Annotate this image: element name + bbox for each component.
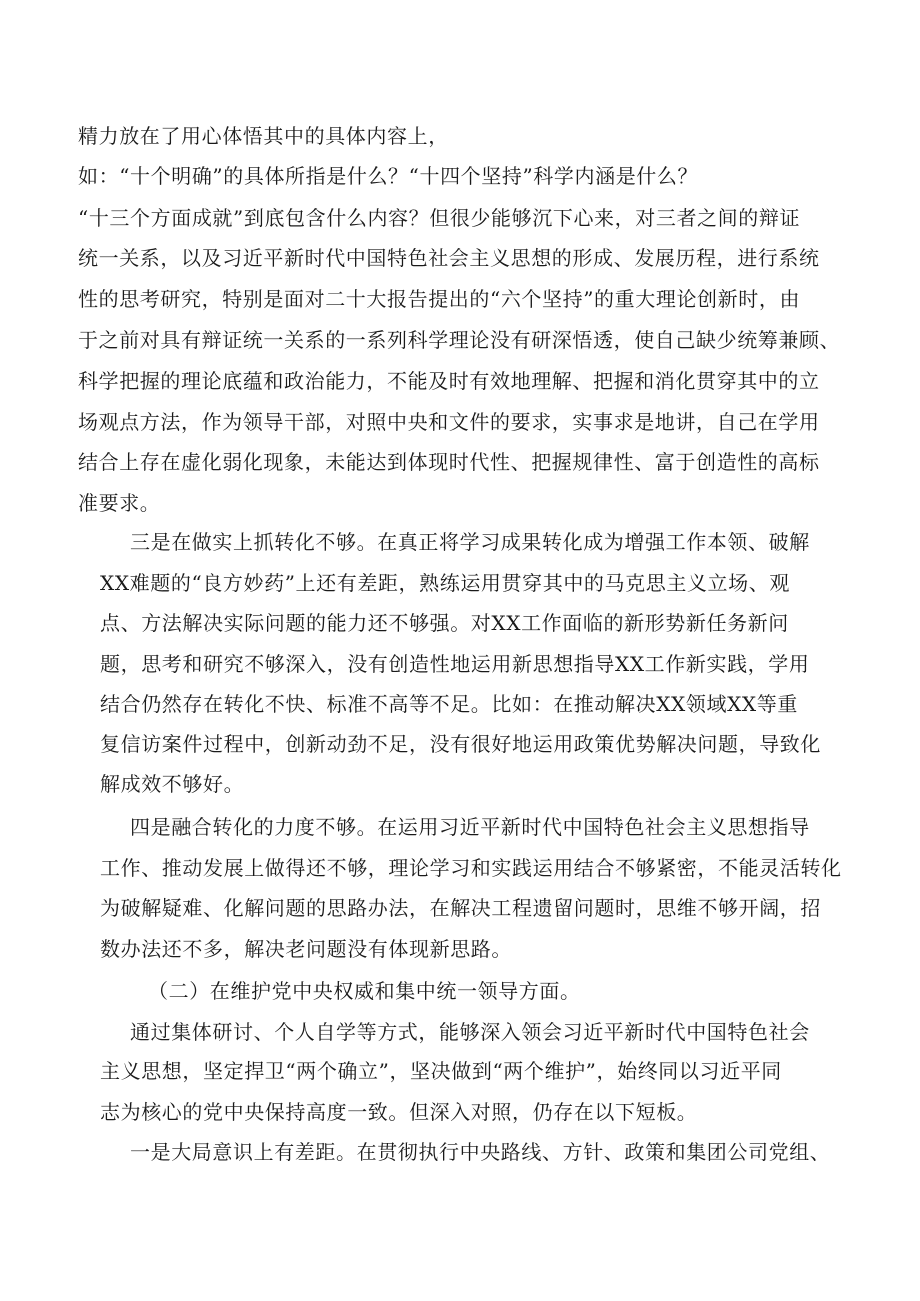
text-line: 结合上存在虚化弱化现象，未能达到体现时代性、把握规律性、富于创造性的高标 xyxy=(78,450,820,474)
text-line: 性的思考研究，特别是面对二十大报告提出的“六个坚持”的重大理论创新时，由 xyxy=(78,287,801,311)
text-line: 志为核心的党中央保持高度一致。但深入对照，仍存在以下短板。 xyxy=(100,1100,698,1124)
section-heading: （二）在维护党中央权威和集中统一领导方面。 xyxy=(148,979,581,1003)
text-line: 为破解疑难、化解问题的思路办法，在解决工程遗留问题时，思维不够开阔，招 xyxy=(100,896,821,920)
text-line: 场观点方法，作为领导干部，对照中央和文件的要求，实事求是地讲，自己在学用 xyxy=(78,410,820,434)
paragraph-start-line: 四是融合转化的力度不够。在运用习近平新时代中国特色社会主义思想指导 xyxy=(130,815,810,839)
text-line: “十三个方面成就”到底包含什么内容？但很少能够沉下心来，对三者之间的辩证 xyxy=(78,206,801,230)
text-line: 准要求。 xyxy=(78,491,161,515)
text-line: 精力放在了用心体悟其中的具体内容上， xyxy=(78,124,449,148)
text-line: 数办法还不多，解决老问题没有体现新思路。 xyxy=(100,937,512,961)
paragraph-start-line: 通过集体研讨、个人自学等方式，能够深入领会习近平新时代中国特色社会 xyxy=(130,1020,810,1044)
text-line: 点、方法解决实际问题的能力还不够强。对XX工作面临的新形势新任务新问 xyxy=(100,611,789,635)
text-line: 结合仍然存在转化不快、标准不高等不足。比如：在推动解决XX领域XX等重 xyxy=(100,692,798,716)
paragraph-start-line: 一是大局意识上有差距。在贯彻执行中央路线、方针、政策和集团公司党组、 xyxy=(130,1140,831,1164)
paragraph-start-line: 三是在做实上抓转化不够。在真正将学习成果转化成为增强工作本领、破解 xyxy=(130,530,810,554)
text-line: 主义思想，坚定捍卫“两个确立”，坚决做到“两个维护”，始终同以习近平同 xyxy=(100,1059,782,1083)
text-line: 统一关系，以及习近平新时代中国特色社会主义思想的形成、发展历程，进行系统 xyxy=(78,246,820,270)
text-line: 题，思考和研究不够深入，没有创造性地运用新思想指导XX工作新实践，学用 xyxy=(100,652,810,676)
text-line: 于之前对具有辩证统一关系的一系列科学理论没有研深悟透，使自己缺少统筹兼顾、 xyxy=(78,328,841,352)
text-line: XX难题的“良方妙药”上还有差距，熟练运用贯穿其中的马克思主义立场、观 xyxy=(100,571,790,595)
text-line: 工作、推动发展上做得还不够，理论学习和实践运用结合不够紧密，不能灵活转化 xyxy=(100,856,842,880)
text-line: 解成效不够好。 xyxy=(100,772,245,796)
text-line: 科学把握的理论底蕴和政治能力，不能及时有效地理解、把握和消化贯穿其中的立 xyxy=(78,369,820,393)
text-line: 如：“十个明确”的具体所指是什么？“十四个坚持”科学内涵是什么？ xyxy=(78,164,699,188)
text-line: 复信访案件过程中，创新动劲不足，没有很好地运用政策优势解决问题，导致化 xyxy=(100,732,821,756)
